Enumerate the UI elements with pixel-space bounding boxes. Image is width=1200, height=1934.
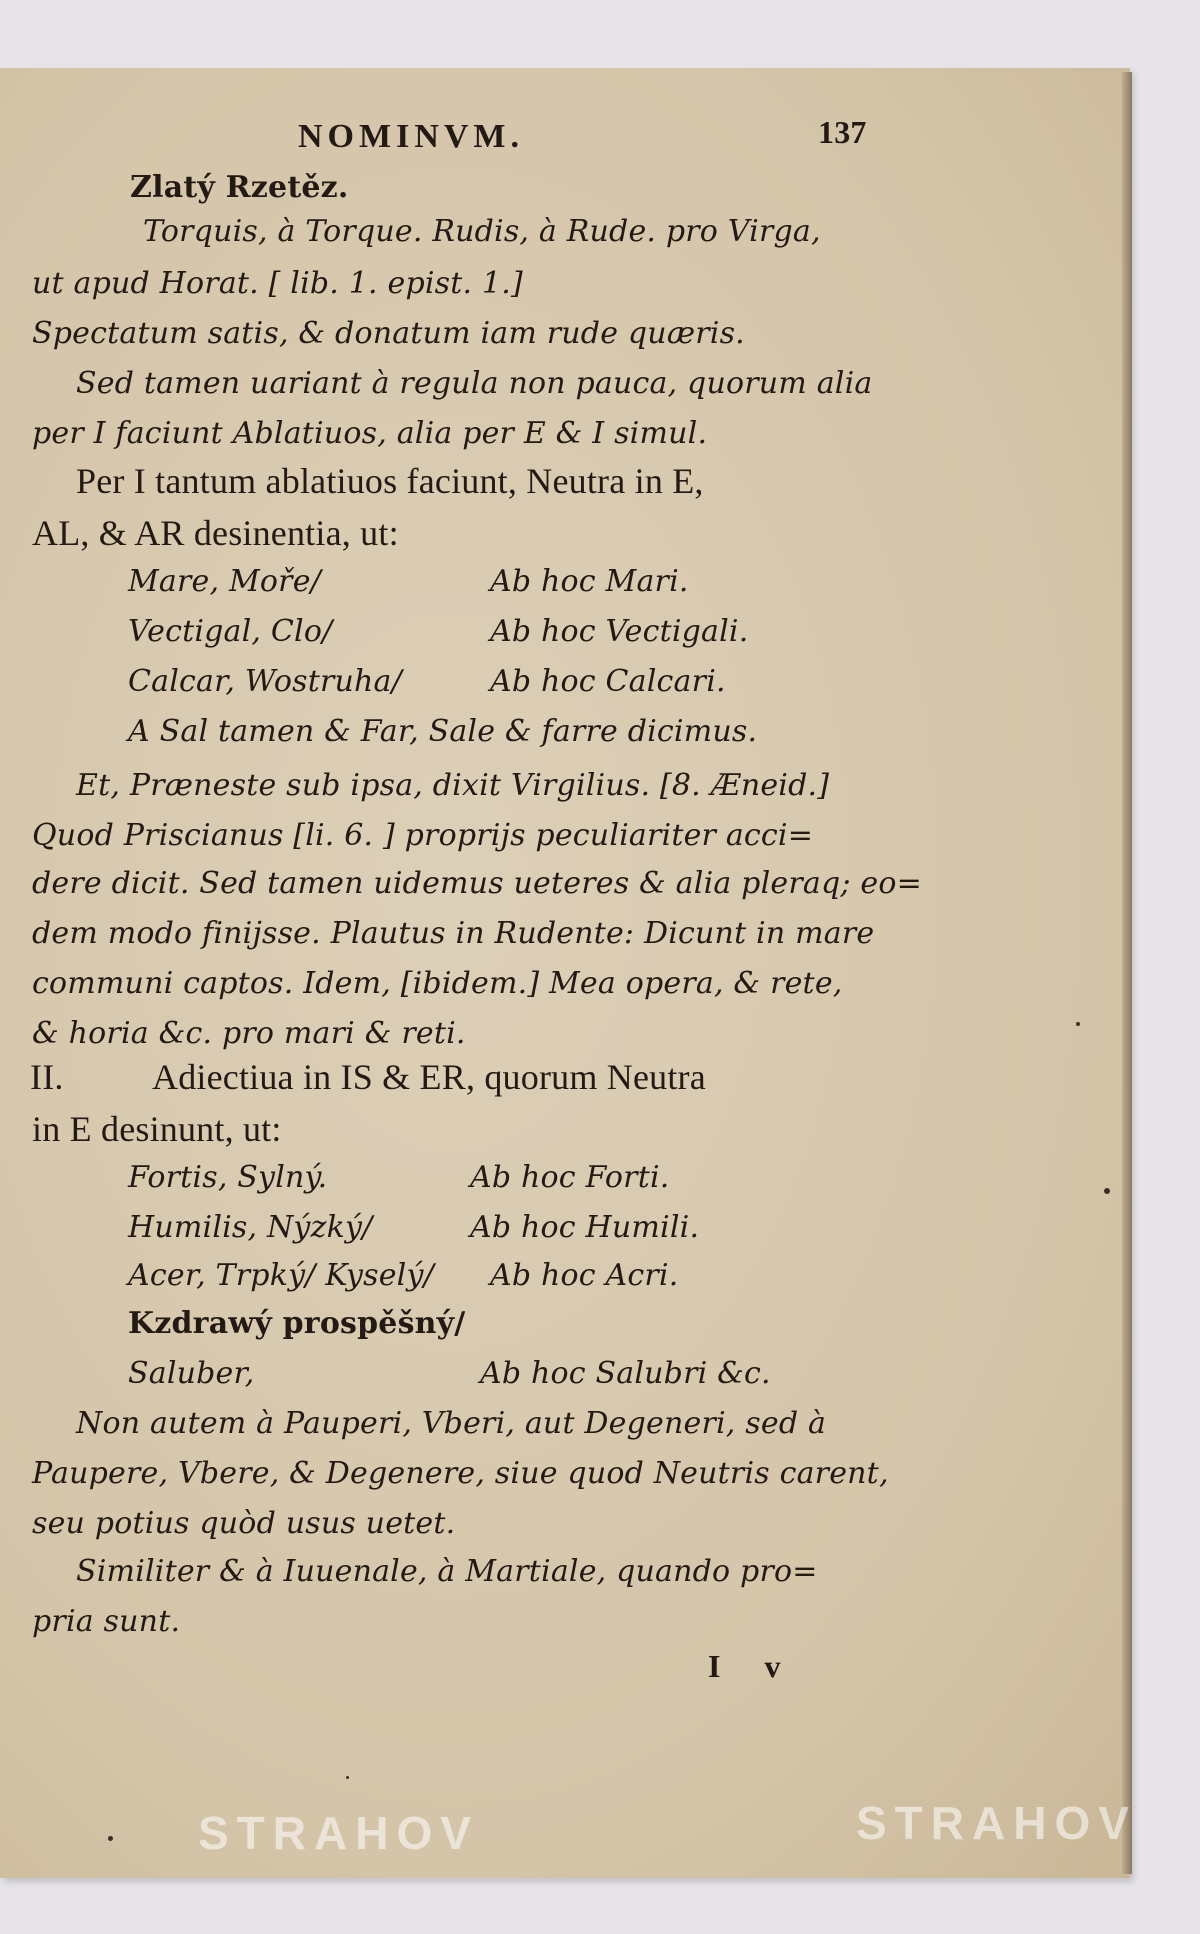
- text-line: Zlatý Rzetěz.: [130, 170, 349, 205]
- paradigm-ablative: Ab hoc Calcari.: [490, 664, 726, 699]
- paradigm-word: Humilis, Nýzký/: [128, 1210, 373, 1245]
- text-line: ut apud Horat. [ lib. 1. epist. 1.]: [32, 266, 523, 301]
- paradigm-ablative: Ab hoc Forti.: [470, 1160, 670, 1195]
- ink-speck: [1076, 1022, 1080, 1026]
- paradigm-ablative: Ab hoc Vectigali.: [490, 614, 749, 649]
- text-line: per I faciunt Ablatiuos, alia per E & I simul.: [32, 416, 708, 451]
- paradigm-word: Fortis, Sylný.: [128, 1160, 328, 1195]
- text-line: in E desinunt, ut:: [32, 1109, 282, 1149]
- text-line: Adiectiua in IS & ER, quorum Neutra: [152, 1057, 706, 1097]
- watermark-right: STRAHOV: [856, 1797, 1137, 1849]
- paradigm-word: Calcar, Wostruha/: [128, 664, 402, 699]
- text-line: Spectatum satis, & donatum iam rude quæris.: [32, 316, 745, 351]
- text-line: Et, Præneste sub ipsa, dixit Virgilius. [8. Æneid.]: [76, 768, 830, 803]
- paradigm-ablative: Ab hoc Humili.: [470, 1210, 700, 1245]
- text-line: communi captos. Idem, [ibidem.] Mea opera, & rete,: [32, 966, 843, 1001]
- signature-mark: I v: [708, 1648, 799, 1684]
- text-line: Paupere, Vbere, & Degenere, siue quod Neutris carent,: [32, 1456, 889, 1491]
- paradigm-word: Mare, Moře/: [128, 564, 321, 599]
- ink-speck: [108, 1836, 113, 1841]
- page-number: 137: [818, 114, 867, 150]
- text-line: Torquis, à Torque. Rudis, à Rude. pro Virga,: [143, 214, 821, 249]
- text-line: pria sunt.: [32, 1604, 181, 1639]
- ink-speck: [1104, 1188, 1110, 1194]
- watermark-left: STRAHOV: [198, 1807, 479, 1859]
- text-line: AL, & AR desinentia, ut:: [32, 513, 399, 553]
- text-line: Per I tantum ablatiuos faciunt, Neutra in E,: [76, 461, 704, 501]
- ink-speck: [346, 1776, 349, 1779]
- paradigm-word: Vectigal, Clo/: [128, 614, 333, 649]
- text-line: Non autem à Pauperi, Vberi, aut Degeneri, sed à: [76, 1406, 827, 1441]
- text-line: Similiter & à Iuuenale, à Martiale, quando pro=: [76, 1554, 818, 1589]
- page-edge: [1122, 72, 1132, 1874]
- paradigm-ablative: Ab hoc Mari.: [490, 564, 689, 599]
- paradigm-word: Kzdrawý prospěšný/: [128, 1306, 466, 1341]
- running-head: NOMINVM.: [298, 118, 525, 155]
- text-line: seu potius quòd usus uetet.: [32, 1506, 456, 1541]
- text-line: A Sal tamen & Far, Sale & farre dicimus.: [128, 714, 758, 749]
- paradigm-word: Acer, Trpký/ Kyselý/: [128, 1258, 434, 1293]
- text-line: Quod Priscianus [li. 6. ] proprijs peculiariter acci=: [32, 818, 814, 853]
- paradigm-ablative: Ab hoc Salubri &c.: [480, 1356, 771, 1391]
- text-line: & horia &c. pro mari & reti.: [32, 1016, 466, 1051]
- section-number: II.: [30, 1057, 64, 1097]
- paradigm-word: Saluber,: [128, 1356, 255, 1391]
- text-line: dem modo finijsse. Plautus in Rudente: Dicunt in mare: [32, 916, 875, 951]
- text-line: dere dicit. Sed tamen uidemus ueteres & alia pleraq; eo=: [32, 866, 922, 901]
- paradigm-ablative: Ab hoc Acri.: [490, 1258, 679, 1293]
- text-line: Sed tamen uariant à regula non pauca, quorum alia: [76, 366, 873, 401]
